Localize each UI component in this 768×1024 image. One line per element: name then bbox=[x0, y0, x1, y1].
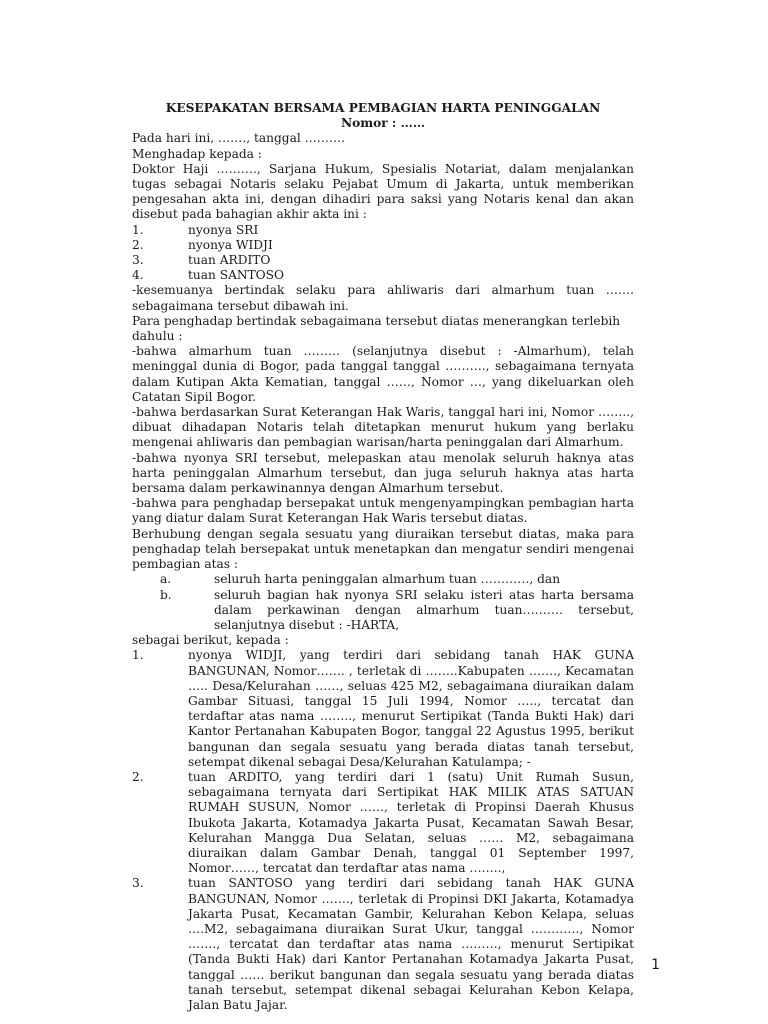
distribution-text: tuan SANTOSO yang terdiri dari sebidang tanah HAK GUNA BANGUNAN, Nomor ……., terletak di Propinsi DKI Jakarta, Kotamadya Jakarta Pusat, Kecamatan Gambir, Kelurahan Kebon Kelapa, seluas ….M2, sebagaimana diuraikan Surat Ukur, tanggal …………, Nomor ……., tercatat dan terdaftar atas nama ………, menurut Sertipikat (Tanda Bukti Hak) dari Kantor Pertanahan Kotamadya Jakarta Pusat, tanggal …… berikut bangunan dan segala sesuatu yang berada diatas tanah tersebut, setempat dikenal sebagai Kelurahan Kebon Kelapa, Jalan Batu Jajar. bbox=[188, 876, 634, 1012]
asset-item bbox=[132, 572, 634, 587]
opening-appear: Menghadap kepada : bbox=[132, 146, 262, 161]
distribution-text: tuan ARDITO, yang terdiri dari 1 (satu) Unit Rumah Susun, sebagaimana ternyata dari Sertipikat HAK MILIK ATAS SATUAN RUMAH SUSUN, Nomor ……, terletak di Propinsi Daerah Khusus Ibukota Jakarta, Kotamadya Jakarta Pusat, Kecamatan Sawah Besar, Kelurahan Mangga Dua Selatan, seluas …… M2, sebagaimana diuraikan dalam Gambar Denah, tanggal 01 September 1997, Nomor……, tercatat dan terdaftar atas nama …….., bbox=[188, 769, 634, 876]
party-name: nyonya WIDJI bbox=[188, 237, 273, 252]
party-number: 3. bbox=[132, 253, 144, 268]
party-item bbox=[132, 238, 634, 253]
opening-date: Pada hari ini, ……., tanggal ………. bbox=[132, 131, 346, 146]
asset-letter: b. bbox=[160, 587, 172, 602]
paragraph: Berhubung dengan segala sesuatu yang diuraikan tersebut diatas, maka para penghadap telah bersepakat untuk menetapkan dan mengatur sendiri mengenai pembagian atas : bbox=[132, 526, 634, 572]
paragraph: Para penghadap bertindak sebagaimana tersebut diatas menerangkan terlebih dahulu : bbox=[132, 313, 621, 344]
party-name: tuan SANTOSO bbox=[188, 268, 285, 283]
party-name: nyonya SRI bbox=[188, 222, 259, 237]
paragraph: -bahwa berdasarkan Surat Keterangan Hak Waris, tanggal hari ini, Nomor …….., dibuat dihadapan Notaris telah ditetapkan menurut hukum yang berlaku mengenai ahliwaris dan pembagian warisan/harta peninggalan dari Almarhum. bbox=[132, 405, 634, 450]
party-item bbox=[132, 253, 634, 268]
asset-text: seluruh harta peninggalan almarhum tuan …………, dan bbox=[214, 572, 561, 587]
distribution-item bbox=[132, 876, 634, 1013]
party-name: tuan ARDITO bbox=[188, 253, 271, 268]
party-number: 1. bbox=[132, 222, 144, 237]
paragraph: -kesemuanya bertindak selaku para ahliwaris dari almarhum tuan ……. sebagaimana tersebut dibawah ini. bbox=[132, 283, 634, 313]
distribution-text: nyonya WIDJI, yang terdiri dari sebidang tanah HAK GUNA BANGUNAN, Nomor……. , terletak di ……..Kabupaten ……., Kecamatan ….. Desa/Kelurahan ……, seluas 425 M2, sebagaimana diuraikan dalam Gambar Situasi, tanggal 15 Juli 1994, Nomor ….., tercatat dan terdaftar atas nama …….., menurut Sertipikat (Tanda Bukti Hak) dari Kantor Pertanahan Kabupaten Bogor, tanggal 22 Agustus 1995, berikut bangunan dan segala sesuatu yang berada diatas tanah tersebut, setempat dikenal sebagai Desa/Kelurahan Katulampa; - bbox=[188, 648, 634, 769]
asset-text: seluruh bagian hak nyonya SRI selaku isteri atas harta bersama dalam perkawinan dengan almarhum tuan………. tersebut, selanjutnya disebut : -HARTA, bbox=[214, 587, 634, 632]
distribution-item bbox=[132, 648, 634, 770]
distribution-intro: sebagai berikut, kepada : bbox=[132, 633, 289, 648]
party-item bbox=[132, 223, 634, 238]
paragraph: -bahwa para penghadap bersepakat untuk mengenyampingkan pembagian harta yang diatur dalam Surat Keterangan Hak Waris tersebut diatas. bbox=[132, 496, 634, 526]
document-number: Nomor : …… bbox=[340, 116, 426, 131]
page-number: 1 bbox=[651, 957, 660, 973]
opening-notary: Doktor Haji ………., Sarjana Hukum, Spesialis Notariat, dalam menjalankan tugas sebagai Notaris selaku Pejabat Umum di Jakarta, untuk memberikan pengesahan akta ini, dengan dihadiri para saksi yang Notaris kenal dan akan disebut pada bahagian akhir akta ini : bbox=[132, 161, 634, 222]
party-item bbox=[132, 268, 634, 283]
distribution-number: 1. bbox=[132, 648, 144, 663]
asset-letter: a. bbox=[160, 572, 172, 587]
distribution-number: 2. bbox=[132, 769, 144, 784]
party-number: 2. bbox=[132, 237, 144, 252]
distribution-item bbox=[132, 770, 634, 876]
document-body bbox=[132, 101, 634, 1013]
party-number: 4. bbox=[132, 268, 144, 283]
paragraph: -bahwa nyonya SRI tersebut, melepaskan atau menolak seluruh haknya atas harta peninggalan Almarhum tersebut, dan juga seluruh haknya atas harta bersama dalam perkawinannya dengan Almarhum tersebut. bbox=[132, 450, 634, 496]
asset-item bbox=[132, 588, 634, 634]
distribution-number: 3. bbox=[132, 876, 144, 891]
paragraph: -bahwa almarhum tuan ……… (selanjutnya disebut : -Almarhum), telah meninggal dunia di Bogor, pada tanggal tanggal ………., sebagaimana ternyata dalam Kutipan Akta Kematian, tanggal ……, Nomor …, yang dikeluarkan oleh Catatan Sipil Bogor. bbox=[132, 344, 634, 404]
document-title: KESEPAKATAN BERSAMA PEMBAGIAN HARTA PENINGGALAN bbox=[165, 101, 601, 115]
